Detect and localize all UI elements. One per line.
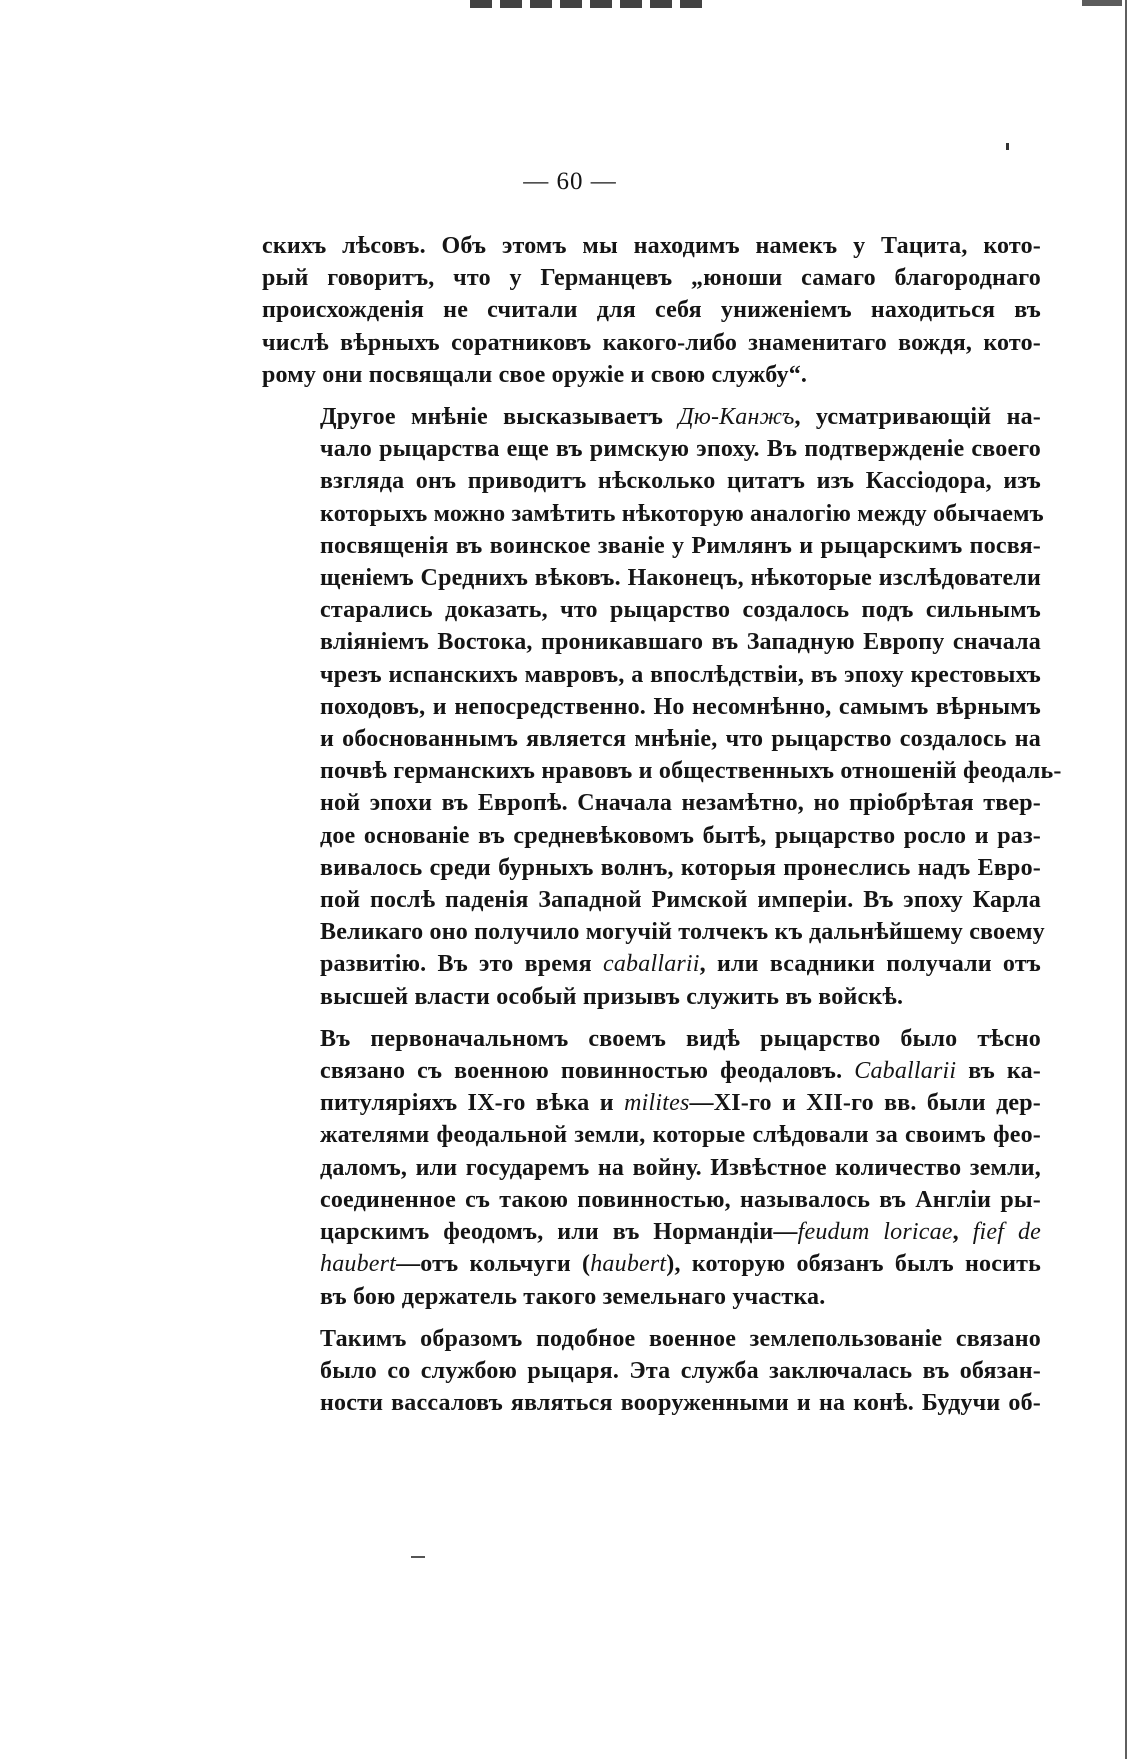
italic-term: Caballarii — [854, 1058, 957, 1085]
text-line: развитію. Въ это время caballarii, или всадники получали отъ — [320, 951, 1041, 978]
text-line: Великаго оно получило могучій толчекъ къ дальнѣйшему своему — [320, 919, 1045, 946]
text-line: ности вассаловъ являться вооруженными и на конѣ. Будучи об- — [320, 1390, 1041, 1417]
text-line: чрезъ испанскихъ мавровъ, а впослѣдствіи, въ эпоху крестовыхъ — [320, 661, 1041, 688]
italic-term: feudum loricae — [797, 1219, 953, 1246]
italic-term: milites — [624, 1090, 690, 1117]
scan-artifact-dash — [411, 1556, 425, 1558]
text-line: происхожденія не считали для себя униженіемъ находиться въ — [262, 297, 1041, 324]
italic-term: haubert — [590, 1251, 667, 1278]
text-line: рый говоритъ, что у Германцевъ „юноши самаго благороднаго — [262, 265, 1041, 292]
text-line: Въ первоначальномъ своемъ видѣ рыцарство было тѣсно — [320, 1025, 1041, 1052]
text-line: щеніемъ Среднихъ вѣковъ. Наконецъ, нѣкоторые изслѣдователи — [320, 565, 1041, 592]
text-line: числѣ вѣрныхъ соратниковъ какого-либо знаменитаго вождя, кото- — [262, 329, 1041, 356]
text-line: Другое мнѣніе высказываетъ Дю-Канжъ, усматривающій на- — [320, 404, 1042, 431]
scan-artifact-dot — [1006, 143, 1009, 150]
text-line: скихъ лѣсовъ. Объ этомъ мы находимъ намекъ у Тацита, кото- — [262, 233, 1041, 259]
text-line: жателями феодальной земли, которые слѣдовали за своимъ фео- — [320, 1122, 1041, 1149]
paragraph-2 — [262, 401, 1062, 1013]
text-line: вліяніемъ Востока, проникавшаго въ Западную Европу сначала — [320, 629, 1041, 656]
scan-page-edge — [1125, 0, 1127, 1759]
body-text — [262, 230, 1062, 1419]
text-line: почвѣ германскихъ нравовъ и общественныхъ отношеній феодаль- — [320, 758, 1062, 785]
text-line: связано съ военною повинностью феодаловъ. Caballarii въ ка- — [320, 1058, 1041, 1085]
text-line: взгляда онъ приводитъ нѣсколько цитатъ изъ Кассіодора, изъ — [320, 468, 1041, 495]
text-line: которыхъ можно замѣтить нѣкоторую аналогію между обычаемъ — [320, 500, 1044, 527]
text-line: Такимъ образомъ подобное военное землепользованіе связано — [320, 1325, 1041, 1352]
text-line: соединенное съ такою повинностью, называлось въ Англіи ры- — [320, 1186, 1041, 1213]
italic-term: caballarii — [603, 951, 700, 978]
text-line: посвященія въ воинское званіе у Римлянъ и рыцарскимъ посвя- — [320, 532, 1041, 559]
text-line: высшей власти особый призывъ служить въ войскѣ. — [320, 983, 904, 1010]
text-line: рому они посвящали свое оружіе и свою службу“. — [262, 361, 808, 388]
text-line: чало рыцарства еще въ римскую эпоху. Въ подтвержденіе своего — [320, 436, 1041, 463]
text-line: походовъ, и непосредственно. Но несомнѣнно, самымъ вѣрнымъ — [320, 693, 1041, 720]
text-line: въ бою держатель такого земельнаго участка. — [320, 1283, 826, 1310]
scan-artifact-top — [470, 0, 710, 8]
text-line: haubert—отъ кольчуги (haubert), которую обязанъ былъ носить — [320, 1251, 1041, 1278]
text-line: и обоснованнымъ является мнѣніе, что рыцарство создалось на — [320, 726, 1041, 753]
text-line: ной эпохи въ Европѣ. Сначала незамѣтно, но пріобрѣтая твер- — [320, 790, 1041, 817]
scan-artifact-top-right — [1082, 0, 1122, 6]
text-line: было со службою рыцаря. Эта служба заключалась въ обязан- — [320, 1357, 1041, 1384]
italic-term: Дю-Канжъ — [678, 404, 795, 431]
text-line: дое основаніе въ средневѣковомъ бытѣ, рыцарство росло и раз- — [320, 822, 1041, 849]
text-line: пой послѣ паденія Западной Римской имперіи. Въ эпоху Карла — [320, 887, 1041, 914]
paragraph-4 — [262, 1323, 1041, 1420]
paragraph-3 — [262, 1023, 1041, 1313]
italic-term: haubert — [320, 1251, 397, 1278]
text-line: царскимъ феодомъ, или въ Нормандіи—feudum loricae, fief de — [320, 1219, 1042, 1246]
text-line: даломъ, или государемъ на войну. Извѣстное количество земли, — [320, 1154, 1041, 1181]
text-line: вивалось среди бурныхъ волнъ, которыя пронеслись надъ Евро- — [320, 854, 1041, 881]
paragraph-1 — [262, 230, 1041, 391]
text-line: питуляріяхъ IX-го вѣка и milites—XI-го и XII-го вв. были дер- — [320, 1090, 1041, 1117]
page-number: — 60 — — [523, 168, 617, 195]
text-line: старались доказать, что рыцарство создалось подъ сильнымъ — [320, 597, 1041, 624]
italic-term: fief de — [972, 1219, 1042, 1246]
